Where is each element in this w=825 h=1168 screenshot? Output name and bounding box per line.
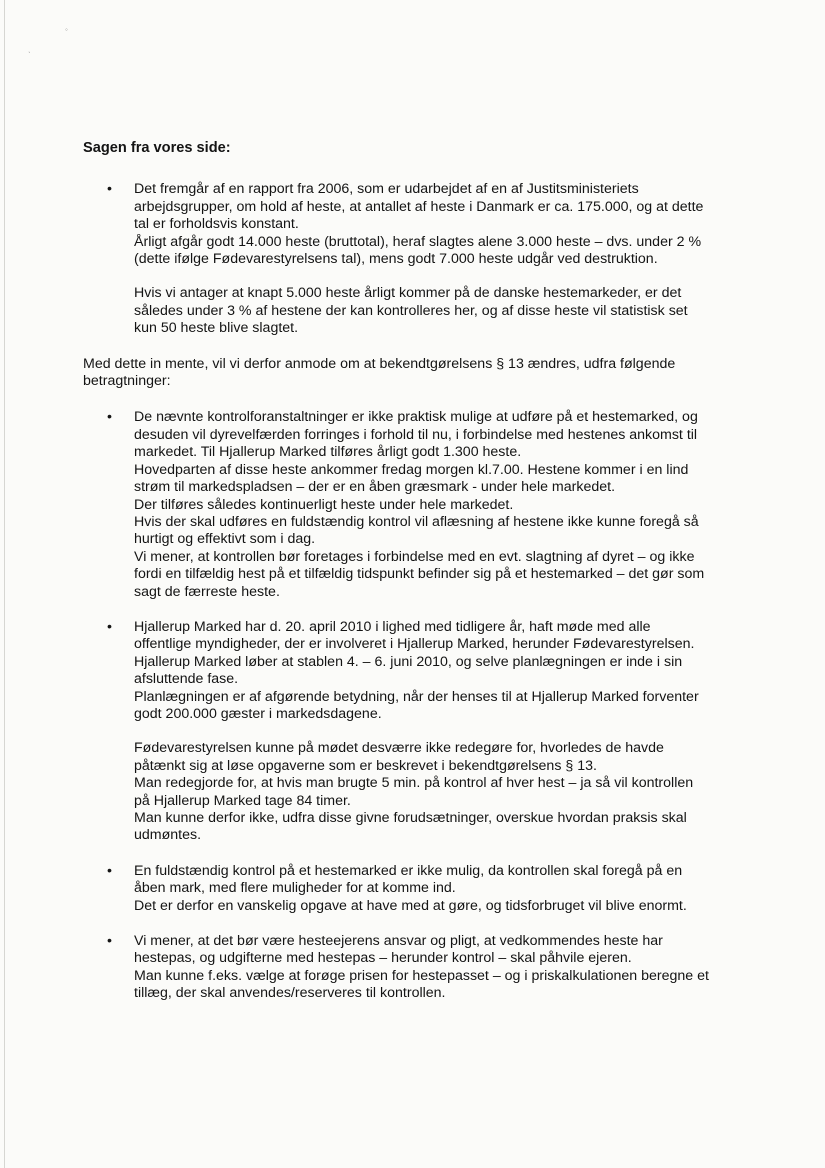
bullet-paragraph <box>134 409 763 600</box>
text-line: (dette ifølge Fødevarestyrelsens tal), mens godt 7.000 heste udgår ved destruktion. <box>134 251 658 268</box>
text-line: Det fremgår af en rapport fra 2006, som er udarbejdet af en af Justitsministeriets <box>134 181 639 198</box>
text-line: strøm til markedspladsen – der er en åben græsmark - under hele markedet. <box>134 479 616 496</box>
text-line: godt 200.000 gæster i markedsdagene. <box>134 705 382 722</box>
text-line: således under 3 % af hestene der kan kontrolleres her, og af disse heste vil statistisk set <box>134 302 688 319</box>
bullet-paragraph <box>134 181 763 268</box>
bullet-marker: • <box>107 181 112 198</box>
bullet-paragraph <box>134 933 763 1003</box>
bullet-marker: • <box>107 933 112 950</box>
bullet-list <box>83 409 763 1002</box>
text-line: Der tilføres således kontinuerligt heste under hele markedet. <box>134 496 514 513</box>
scan-edge-line <box>4 0 5 1168</box>
text-line: Planlægningen er af afgørende betydning, når der henses til at Hjallerup Marked forventer <box>134 688 699 705</box>
intro-paragraph <box>83 356 763 391</box>
text-line: offentlige myndigheder, der er involveret i Hjallerup Marked, herunder Fødevarestyrelsen. <box>134 636 695 653</box>
text-line: Hjallerup Marked har d. 20. april 2010 i lighed med tidligere år, haft møde med alle <box>134 618 651 635</box>
text-line: En fuldstændig kontrol på et hestemarked er ikke mulig, da kontrollen skal foregå på en <box>134 862 683 879</box>
bullet-paragraph <box>134 285 763 337</box>
text-line: åben mark, med flere muligheder for at komme ind. <box>134 880 456 897</box>
text-line: tillæg, der skal anvendes/reserveres til kontrollen. <box>134 985 446 1002</box>
text-line: påtænkt sig at løse opgaverne som er beskrevet i bekendtgørelsens § 13. <box>134 757 597 774</box>
bullet-item <box>83 181 763 337</box>
bullet-marker: • <box>107 618 112 635</box>
text-line: Fødevarestyrelsen kunne på mødet desværre ikke redegøre for, hvorledes de havde <box>134 740 664 757</box>
bullet-paragraph <box>134 619 763 723</box>
text-line: betragtninger: <box>83 373 171 390</box>
text-line: Vi mener, at det bør være hesteejerens ansvar og pligt, at vedkommendes heste har <box>134 933 663 950</box>
scan-speck: ◦ <box>65 25 68 34</box>
text-line: Vi mener, at kontrollen bør foretages i forbindelse med en evt. slagtning af dyret – og ikke <box>134 548 695 565</box>
text-line: hurtigt og effektivt som i dag. <box>134 531 316 548</box>
text-line: Årligt afgår godt 14.000 heste (bruttotal), heraf slagtes alene 3.000 heste – dvs. under 2 % <box>134 233 702 250</box>
text-line: desuden vil dyrevelfærden forringes i forhold til nu, i forbindelse med hestenes ankomst til <box>134 426 698 443</box>
text-line: afsluttende fase. <box>134 671 239 688</box>
text-line: Hovedparten af disse heste ankommer fredag morgen kl.7.00. Hestene kommer i en lind <box>134 461 689 478</box>
section-heading: Sagen fra vores side: <box>83 140 231 156</box>
bullet-paragraph <box>134 863 763 915</box>
text-line: fordi en tilfældig hest på et tilfældig tidspunkt befinder sig på et hestemarked – det gør som <box>134 566 705 583</box>
text-line: sagt de færreste heste. <box>134 583 280 600</box>
text-line: Med dette in mente, vil vi derfor anmode om at bekendtgørelsens § 13 ændres, udfra følgende <box>83 355 676 372</box>
scan-speck: ˋ <box>28 51 31 60</box>
bullet-list <box>83 181 763 337</box>
bullet-paragraph <box>134 740 763 844</box>
bullet-item <box>83 933 763 1003</box>
text-line: Hjallerup Marked løber at stablen 4. – 6. juni 2010, og selve planlægningen er inde i sin <box>134 653 683 670</box>
text-line: Man redegjorde for, at hvis man brugte 5 min. på kontrol af hver hest – ja så vil kontrollen <box>134 775 694 792</box>
text-line: tal er forholdsvis konstant. <box>134 216 299 233</box>
bullet-item <box>83 863 763 915</box>
bullet-item <box>83 409 763 600</box>
bullet-item <box>83 619 763 845</box>
text-line: hestepas, og udgifterne med hestepas – herunder kontrol – skal påhvile ejeren. <box>134 950 632 967</box>
text-line: på Hjallerup Marked tage 84 timer. <box>134 792 351 809</box>
text-line: Hvis der skal udføres en fuldstændig kontrol vil aflæsning af hestene ikke kunne foregå så <box>134 513 699 530</box>
bullet-marker: • <box>107 409 112 426</box>
text-line: kun 50 heste blive slagtet. <box>134 320 299 337</box>
text-line: Hvis vi antager at knapt 5.000 heste årligt kommer på de danske hestemarkeder, er det <box>134 285 682 302</box>
text-line: Man kunne derfor ikke, udfra disse givne forudsætninger, overskue hvordan praksis skal <box>134 810 687 826</box>
document-page <box>83 140 763 1021</box>
text-line: Man kunne f.eks. vælge at forøge prisen for hestepasset – og i priskalkulationen beregne et <box>134 967 709 984</box>
text-line: De nævnte kontrolforanstaltninger er ikke praktisk mulige at udføre på et hestemarked, og <box>134 409 698 426</box>
text-line: arbejdsgrupper, om hold af heste, at antallet af heste i Danmark er ca. 175.000, og at dette <box>134 198 704 215</box>
text-line: Det er derfor en vanskelig opgave at have med at gøre, og tidsforbruget vil blive enormt. <box>134 897 687 914</box>
bullet-marker: • <box>107 862 112 879</box>
text-line: markedet. Til Hjallerup Marked tilføres årligt godt 1.300 heste. <box>134 444 522 461</box>
text-line: udmøntes. <box>134 827 202 844</box>
